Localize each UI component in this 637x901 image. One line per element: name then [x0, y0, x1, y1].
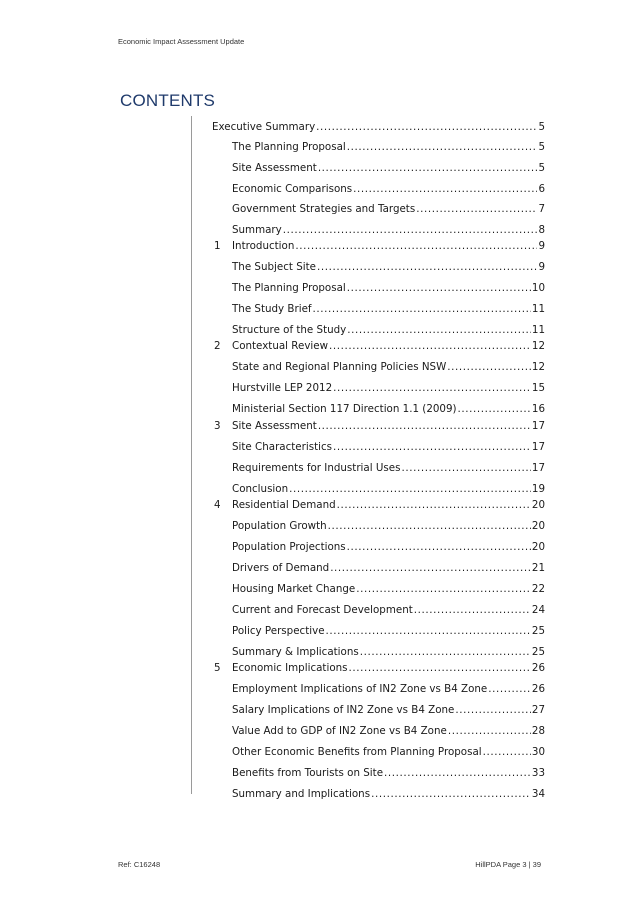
- toc-page-number: 9: [538, 240, 545, 252]
- toc-dot-leader: [326, 625, 531, 637]
- toc-dot-leader: [360, 646, 531, 658]
- toc-dot-leader: [337, 499, 531, 511]
- toc-entry[interactable]: [232, 324, 545, 336]
- toc-dot-leader: [328, 520, 531, 532]
- toc-page-number: 17: [531, 462, 545, 474]
- footer-page-number: HillPDA Page 3 | 39: [475, 860, 541, 869]
- toc-entry[interactable]: [214, 662, 545, 674]
- toc-entry-label: Economic Comparisons: [232, 183, 353, 195]
- toc-dot-leader: [356, 583, 531, 595]
- toc-dot-leader: [317, 261, 537, 273]
- toc-entry[interactable]: [232, 520, 545, 532]
- toc-page-number: 15: [531, 382, 545, 394]
- toc-dot-leader: [289, 483, 531, 495]
- toc-entry[interactable]: [232, 462, 545, 474]
- toc-entry[interactable]: [232, 361, 545, 373]
- toc-entry[interactable]: [232, 541, 545, 553]
- toc-dot-leader: [283, 224, 538, 236]
- toc-section-number: 4: [214, 499, 221, 511]
- toc-entry[interactable]: [232, 483, 545, 495]
- toc-dot-leader: [448, 725, 531, 737]
- toc-page-number: 27: [531, 704, 545, 716]
- toc-page-number: 30: [531, 746, 545, 758]
- toc-entry-label: Salary Implications of IN2 Zone vs B4 Zone: [232, 704, 455, 716]
- toc-entry-label: Value Add to GDP of IN2 Zone vs B4 Zone: [232, 725, 447, 737]
- toc-entry-label: Benefits from Tourists on Site: [232, 767, 384, 779]
- toc-dot-leader: [384, 767, 531, 779]
- toc-dot-leader: [347, 324, 531, 336]
- toc-entry-label: Hurstville LEP 2012: [232, 382, 333, 394]
- toc-entry-label: Summary and Implications: [232, 788, 371, 800]
- toc-entry[interactable]: [232, 746, 545, 758]
- toc-dot-leader: [347, 282, 531, 294]
- toc-page-number: 20: [531, 499, 545, 511]
- toc-page-number: 10: [531, 282, 545, 294]
- toc-entry[interactable]: [232, 403, 545, 415]
- toc-entry-label: Summary & Implications: [232, 646, 359, 658]
- toc-entry[interactable]: [232, 725, 545, 737]
- toc-entry[interactable]: [232, 303, 545, 315]
- toc-entry-label: Site Characteristics: [232, 441, 333, 453]
- toc-dot-leader: [447, 361, 531, 373]
- toc-dot-leader: [295, 240, 537, 252]
- toc-entry-label: Employment Implications of IN2 Zone vs B4 Zone: [232, 683, 488, 695]
- toc-section-number: 5: [214, 662, 221, 674]
- toc-entry-label: Executive Summary: [212, 121, 316, 133]
- toc-entry[interactable]: [212, 121, 545, 133]
- toc-entry[interactable]: [232, 583, 545, 595]
- toc-page-number: 34: [531, 788, 545, 800]
- toc-page-number: 21: [531, 562, 545, 574]
- toc-entry[interactable]: [214, 420, 545, 432]
- toc-entry[interactable]: [232, 162, 545, 174]
- toc-page-number: 12: [531, 361, 545, 373]
- toc-entry-label: Drivers of Demand: [232, 562, 330, 574]
- toc-entry[interactable]: [232, 562, 545, 574]
- toc-entry-label: Contextual Review: [232, 340, 329, 352]
- toc-entry[interactable]: [232, 282, 545, 294]
- toc-dot-leader: [333, 382, 531, 394]
- toc-dot-leader: [414, 604, 531, 616]
- toc-entry-label: Introduction: [232, 240, 295, 252]
- toc-entry[interactable]: [232, 788, 545, 800]
- toc-entry[interactable]: [232, 261, 545, 273]
- toc-entry[interactable]: [232, 683, 545, 695]
- toc-section-number: 1: [214, 240, 221, 252]
- toc-entry-label: The Study Brief: [232, 303, 312, 315]
- toc-entry-label: Conclusion: [232, 483, 289, 495]
- toc-dot-leader: [455, 704, 531, 716]
- toc-dot-leader: [349, 662, 531, 674]
- toc-entry-label: Other Economic Benefits from Planning Proposal: [232, 746, 482, 758]
- toc-entry[interactable]: [232, 141, 545, 153]
- toc-dot-leader: [329, 340, 531, 352]
- toc-entry-label: The Planning Proposal: [232, 141, 346, 153]
- toc-entry-label: Population Projections: [232, 541, 346, 553]
- toc-entry-label: Site Assessment: [232, 162, 317, 174]
- toc-page-number: 20: [531, 520, 545, 532]
- toc-page-number: 9: [538, 261, 545, 273]
- toc-entry-label: Economic Implications: [232, 662, 348, 674]
- toc-entry-label: Structure of the Study: [232, 324, 347, 336]
- toc-dot-leader: [416, 203, 537, 215]
- toc-entry[interactable]: [232, 646, 545, 658]
- toc-entry-label: Housing Market Change: [232, 583, 356, 595]
- toc-page-number: 17: [531, 441, 545, 453]
- toc-entry-label: The Planning Proposal: [232, 282, 346, 294]
- toc-entry-label: State and Regional Planning Policies NSW: [232, 361, 447, 373]
- toc-page-number: 24: [531, 604, 545, 616]
- toc-dot-leader: [458, 403, 531, 415]
- toc-entry[interactable]: [214, 340, 545, 352]
- toc-page-number: 28: [531, 725, 545, 737]
- footer-reference: Ref: C16248: [118, 860, 161, 869]
- toc-dot-leader: [318, 420, 531, 432]
- toc-entry[interactable]: [232, 704, 545, 716]
- toc-page-number: 25: [531, 646, 545, 658]
- toc-page-number: 5: [538, 121, 545, 133]
- toc-entry-label: Policy Perspective: [232, 625, 325, 637]
- toc-page-number: 7: [538, 203, 545, 215]
- toc-page-number: 26: [531, 662, 545, 674]
- toc-page-number: 20: [531, 541, 545, 553]
- toc-dot-leader: [333, 441, 531, 453]
- toc-dot-leader: [330, 562, 531, 574]
- toc-entry-label: Ministerial Section 117 Direction 1.1 (2009): [232, 403, 457, 415]
- toc-entry-label: Summary: [232, 224, 282, 236]
- toc-entry[interactable]: [214, 240, 545, 252]
- toc-page-number: 11: [531, 324, 545, 336]
- toc-page-number: 5: [538, 162, 545, 174]
- toc-dot-leader: [316, 121, 537, 133]
- toc-entry-label: The Subject Site: [232, 261, 316, 273]
- toc-page-number: 11: [531, 303, 545, 315]
- toc-page-number: 26: [531, 683, 545, 695]
- toc-dot-leader: [318, 162, 538, 174]
- toc-page-number: 8: [538, 224, 545, 236]
- toc-entry[interactable]: [232, 625, 545, 637]
- toc-page-number: 5: [538, 141, 545, 153]
- toc-dot-leader: [488, 683, 531, 695]
- contents-heading: CONTENTS: [120, 91, 216, 110]
- toc-dot-leader: [313, 303, 531, 315]
- toc-entry[interactable]: [232, 203, 545, 215]
- toc-page-number: 12: [531, 340, 545, 352]
- toc-page-number: 33: [531, 767, 545, 779]
- toc-page-number: 17: [531, 420, 545, 432]
- running-header: Economic Impact Assessment Update: [118, 37, 245, 46]
- toc-entry[interactable]: [232, 441, 545, 453]
- toc-page-number: 25: [531, 625, 545, 637]
- toc-dot-leader: [483, 746, 531, 758]
- toc-entry[interactable]: [232, 767, 545, 779]
- toc-entry-label: Current and Forecast Development: [232, 604, 413, 616]
- toc-dot-leader: [347, 141, 538, 153]
- toc-dot-leader: [401, 462, 530, 474]
- toc-page-number: 16: [531, 403, 545, 415]
- toc-entry-label: Government Strategies and Targets: [232, 203, 416, 215]
- toc-section-number: 2: [214, 340, 221, 352]
- toc-section-number: 3: [214, 420, 221, 432]
- toc-page-number: 19: [531, 483, 545, 495]
- toc-entry[interactable]: [232, 382, 545, 394]
- toc-dot-leader: [371, 788, 531, 800]
- toc-dot-leader: [353, 183, 537, 195]
- toc-entry[interactable]: [232, 604, 545, 616]
- toc-entry-label: Requirements for Industrial Uses: [232, 462, 401, 474]
- toc-entry-label: Site Assessment: [232, 420, 317, 432]
- toc-page-number: 6: [538, 183, 545, 195]
- toc-entry-label: Population Growth: [232, 520, 327, 532]
- toc-entry[interactable]: [232, 224, 545, 236]
- toc-entry[interactable]: [232, 183, 545, 195]
- toc-dot-leader: [347, 541, 531, 553]
- toc-page-number: 22: [531, 583, 545, 595]
- toc-entry[interactable]: [214, 499, 545, 511]
- toc-entry-label: Residential Demand: [232, 499, 336, 511]
